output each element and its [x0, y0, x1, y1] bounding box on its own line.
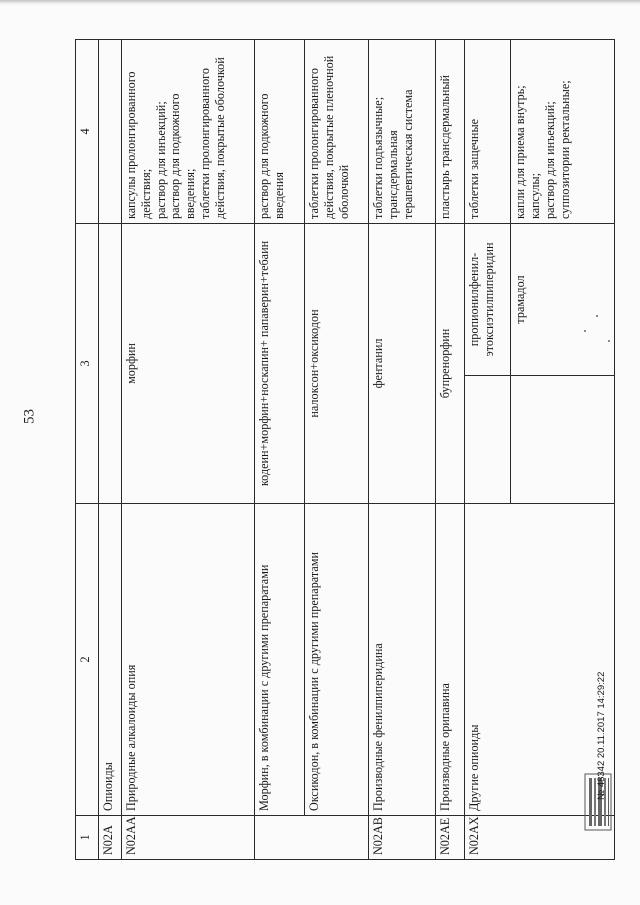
table-row: [369, 40, 436, 860]
group-name: Производные орипавина: [436, 504, 465, 816]
drug-name: морфин: [121, 224, 254, 504]
dosage-form: раствор для инъекций;: [153, 101, 168, 219]
page-number: 53: [21, 409, 38, 424]
dosage-form: капсулы пролонгированного действия;: [123, 71, 153, 219]
table-row: [98, 40, 121, 860]
dosage-forms: [510, 40, 614, 224]
document-reference: № 48342 20.11.2017 14:29:22: [596, 671, 607, 800]
atc-code: N02AB: [369, 816, 436, 860]
drug-name: фентанил: [369, 224, 436, 504]
dosage-forms: [121, 40, 254, 224]
header-col-1: 1: [76, 816, 99, 860]
atc-code: N02AA: [121, 816, 254, 860]
header-col-4: 4: [76, 40, 99, 224]
dosage-form: раствор для подкожного введения;: [168, 93, 198, 219]
scan-speck: [584, 330, 586, 332]
dosage-form: суппозитории ректальные;: [557, 80, 572, 219]
atc-code: N02AE: [436, 816, 465, 860]
dosage-form: капли для приема внутрь;: [512, 85, 527, 219]
group-name: Другие опиоиды: [465, 504, 615, 816]
drug-name-spacer: [510, 376, 614, 504]
scan-speck: [608, 340, 610, 342]
table-row: [304, 40, 369, 860]
drug-name-spacer: [465, 376, 511, 504]
dosage-forms: [254, 40, 304, 224]
dosage-form: раствор для подкожного введения: [256, 93, 286, 219]
scan-speck: [596, 315, 598, 317]
table-header-row: [76, 40, 99, 860]
drug-name: налоксон+оксикодон: [304, 224, 369, 504]
dosage-form: таблетки защечные: [467, 118, 482, 219]
atc-code: [304, 816, 369, 860]
dosage-form: трансдермальная терапевтическая система: [386, 89, 416, 219]
dosage-form: капсулы;: [527, 173, 542, 219]
group-name: Опиоиды: [98, 504, 121, 816]
drug-name: бупренорфин: [436, 224, 465, 504]
atc-code: N02AX: [465, 816, 511, 860]
dosage-form: пластырь трансдермальный: [438, 74, 452, 219]
rotated-table-wrapper: [75, 40, 615, 860]
dosage-forms: [436, 40, 465, 224]
table-row: [436, 40, 465, 860]
group-name: Производные фенилпиперидина: [369, 504, 436, 816]
group-name: Оксикодон, в комбинации с другими препаратами: [304, 504, 369, 816]
scan-edge-shadow: [0, 0, 640, 6]
drug-name: кодеин+морфин+носкапин+ папаверин+тебаин: [254, 224, 304, 504]
header-col-3: 3: [76, 224, 99, 504]
table-row: [465, 40, 511, 860]
dosage-form: таблетки пролонгированного действия, покрытые пленочной оболочкой: [306, 55, 351, 219]
header-col-2: 2: [76, 504, 99, 816]
group-name: Природные алкалоиды опия: [121, 504, 254, 816]
group-name: Морфин, в комбинации с другими препаратами: [254, 504, 304, 816]
dosage-forms: [304, 40, 369, 224]
dosage-forms: [369, 40, 436, 224]
dosage-form: таблетки пролонгированного действия, покрытые оболочкой: [198, 57, 228, 219]
atc-code: [254, 816, 304, 860]
drug-name: пропионилфенил- этоксиэтилпиперидин: [465, 224, 511, 376]
dosage-forms: [465, 40, 511, 224]
drug-classification-table: [75, 39, 615, 860]
table-row: [121, 40, 254, 860]
atc-code: N02A: [98, 816, 121, 860]
dosage-form: раствор для инъекций;: [542, 101, 557, 219]
dosage-form: таблетки подъязычные;: [371, 96, 386, 219]
table-row: [254, 40, 304, 860]
drug-name: трамадол: [510, 224, 614, 376]
dosage-forms: [98, 40, 121, 224]
drug-name: [98, 224, 121, 504]
